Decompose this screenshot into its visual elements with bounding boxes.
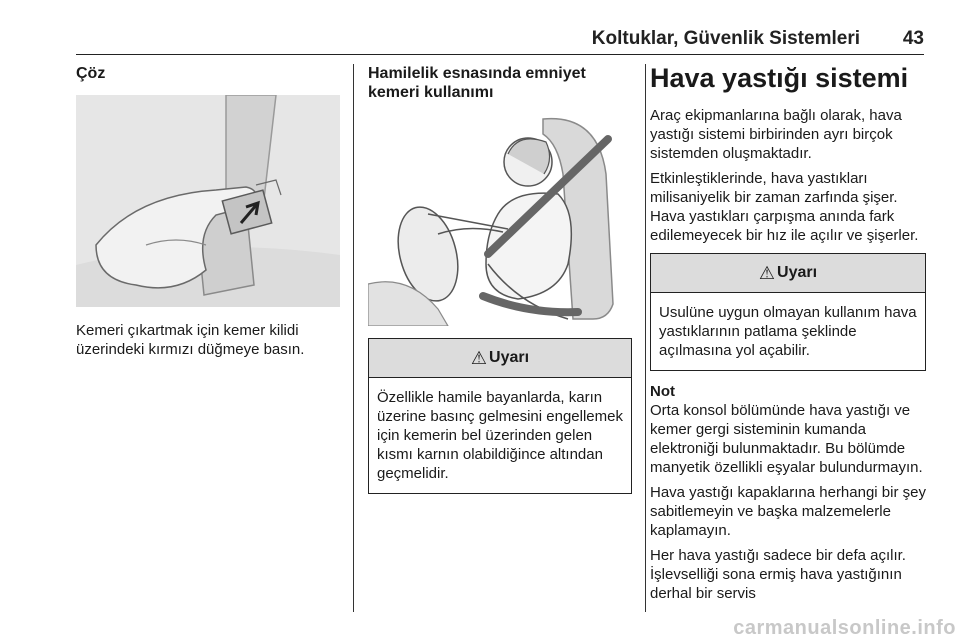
page-header [76,28,924,55]
pregnant-driver-illustration [368,114,632,326]
section-title: Koltuklar, Güvenlik Sistemleri [591,28,860,49]
page-number: 43 [902,28,924,49]
buckle-illustration [76,95,340,307]
airbag-para-1: Araç ekipmanlarına bağlı olarak, hava yastığı sistemi birbirinden ayrı birçok sistemden oluşmaktadır. [650,107,902,162]
note-text: Orta konsol bölümünde hava yastığı ve kemer gergi sisteminin kumanda elektroniği bulunmaktadır. Bu bölümde manyetik özellikli eşyalar bulundurmayın. [650,402,923,476]
pregnancy-heading-line1: Hamilelik esnasında emniyet [368,65,586,82]
airbag-para-4: Her hava yastığı sadece bir defa açılır. İşlevselliği sona ermiş hava yastığının derhal bir servis [650,547,906,602]
buckle-release-drawing [76,95,340,307]
airbag-para-2: Etkinleştiklerinde, hava yastıkları milisaniyelik bir zaman zarfında şişer. Hava yastıkları çarpışma anında fark edilemeyecek bir hız ile açılır ve şişerler. [650,170,919,244]
warning-text: Özellikle hamile bayanlarda, karın üzerine basınç gelmesini engellemek için kemerin bel üzerinden gelen kısmı karnın olabildiğince altından geçmelidir. [377,389,623,482]
note-title: Not [650,383,675,400]
pregnancy-warning-box [368,338,632,494]
pregnancy-heading-line2: kemeri kullanımı [368,84,494,101]
column-pregnancy [368,64,632,494]
warning-header [651,254,925,293]
pregnant-driver-drawing [368,114,632,326]
column-airbag [650,62,926,609]
airbag-heading: Hava yastığı sistemi [650,63,909,93]
column-divider [645,64,646,612]
warning-triangle-icon: ⚠ [470,347,488,368]
unbuckle-caption: Kemeri çıkartmak için kemer kilidi üzerindeki kırmızı düğmeye basın. [76,322,305,358]
column-unbuckle [76,64,340,365]
warning-title: Uyarı [489,349,530,366]
warning-text: Usulüne uygun olmayan kullanım hava yastıklarının patlama şeklinde açılmasına yol açabilir. [659,304,917,359]
watermark: carmanualsonline.info [733,617,956,639]
airbag-para-3: Hava yastığı kapaklarına herhangi bir şey sabitlemeyin ve başka malzemelerle kaplamayın. [650,484,926,539]
warning-title: Uyarı [777,264,818,281]
warning-header [369,339,631,378]
airbag-warning-box [650,253,926,371]
unbuckle-heading: Çöz [76,65,106,82]
warning-triangle-icon: ⚠ [758,262,776,283]
column-divider [353,64,354,612]
